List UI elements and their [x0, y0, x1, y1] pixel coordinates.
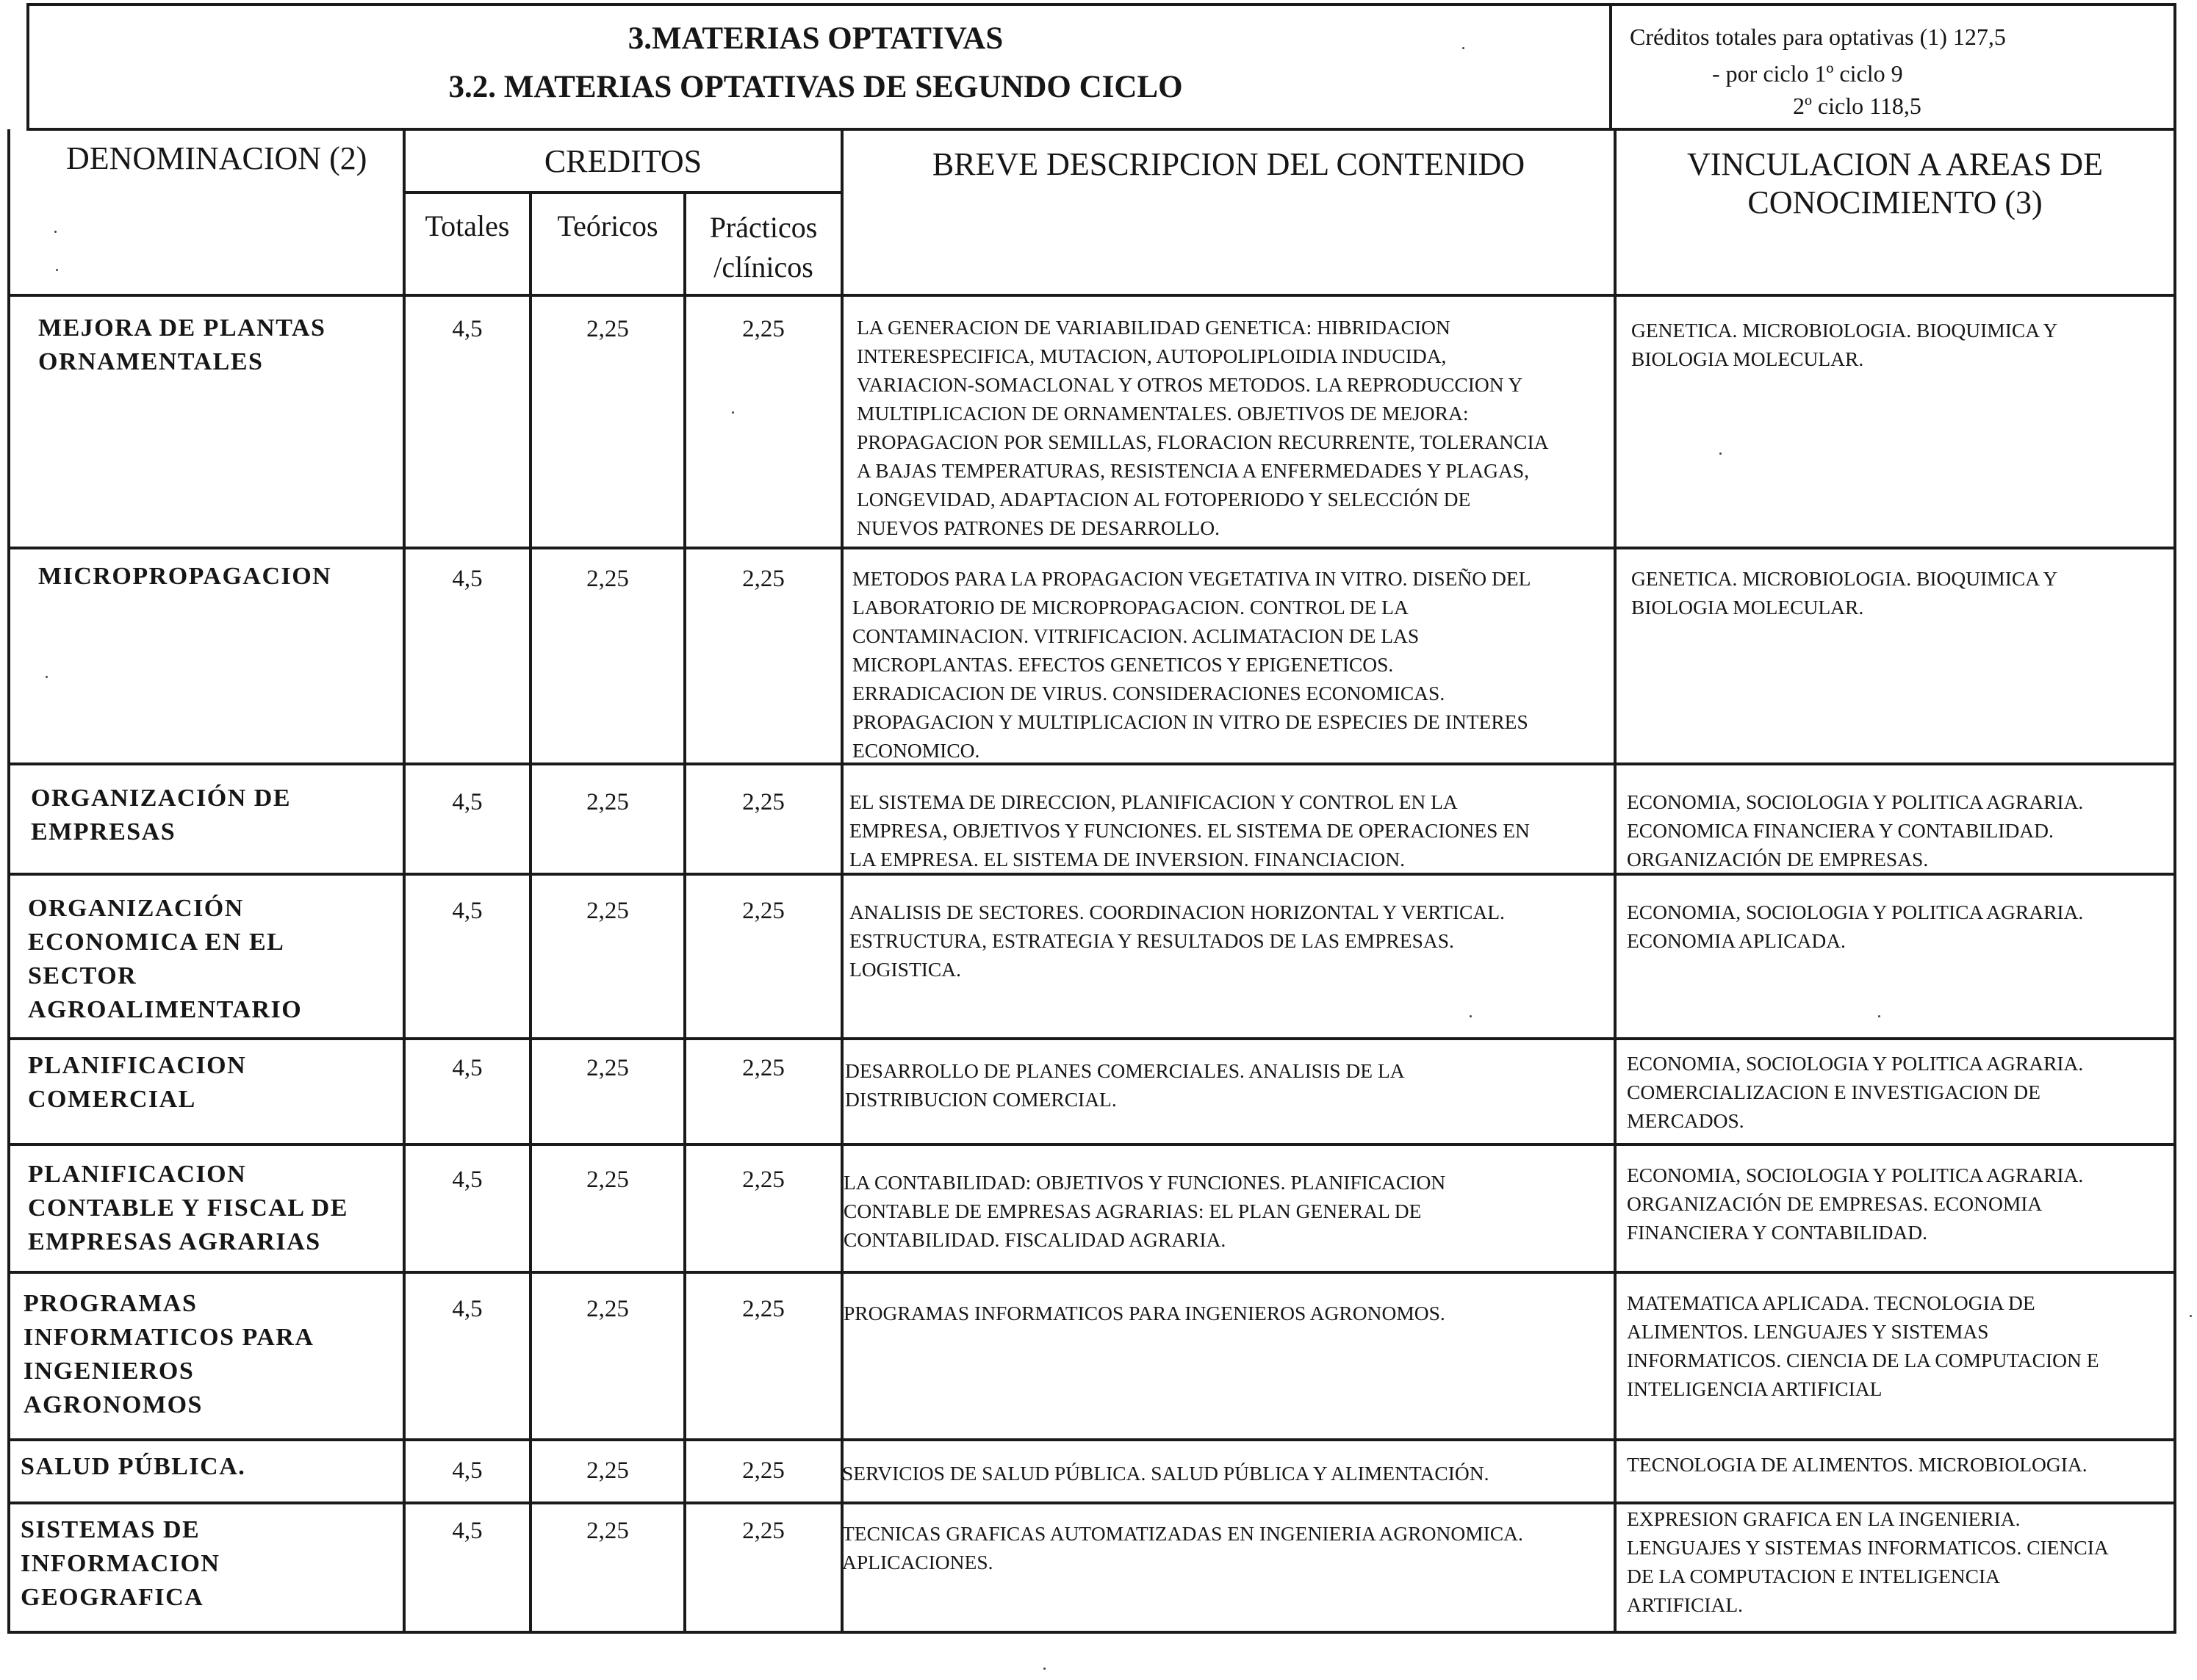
credits-theory: 2,25 [586, 1055, 629, 1081]
frame-title-bottom [26, 128, 2176, 131]
row-separator [7, 1143, 2176, 1146]
credits-theory: 2,25 [586, 1296, 629, 1322]
credits-practice: 2,25 [742, 316, 785, 342]
knowledge-areas: ECONOMIA, SOCIOLOGIA Y POLITICA AGRARIA. ECONOMIA APLICADA. [1627, 901, 2084, 952]
subject-name: ORGANIZACIÓN DE EMPRESAS [31, 785, 292, 846]
credits-practice: 2,25 [742, 789, 785, 815]
table-bottom-line [7, 1631, 2176, 1634]
credits-theory: 2,25 [586, 1167, 629, 1193]
knowledge-areas: ECONOMIA, SOCIOLOGIA Y POLITICA AGRARIA. COMERCIALIZACION E INVESTIGACION DE MERCADOS. [1627, 1052, 2084, 1132]
credits-theory: 2,25 [586, 898, 629, 924]
frame-right [2173, 3, 2176, 297]
denominacion-header: DENOMINACION (2) [66, 140, 367, 176]
credits-theory: 2,25 [586, 316, 629, 342]
scan-speck [1719, 453, 1722, 455]
section-title: 3.MATERIAS OPTATIVAS [628, 21, 1004, 56]
credits-practice: 2,25 [742, 1167, 785, 1193]
credits-total: 4,5 [452, 1167, 483, 1193]
row-separator [7, 1271, 2176, 1274]
frame-top [26, 3, 2176, 6]
content-description: SERVICIOS DE SALUD PÚBLICA. SALUD PÚBLICA Y ALIMENTACIÓN. [842, 1462, 1489, 1485]
teoricos-header: Teóricos [557, 209, 658, 242]
credits-practice: 2,25 [742, 1457, 785, 1484]
creditos-header: CREDITOS [544, 143, 702, 179]
col-right-border [2173, 297, 2176, 1634]
content-description: EL SISTEMA DE DIRECCION, PLANIFICACION Y CONTROL EN LA EMPRESA, OBJETIVOS Y FUNCIONES. EL SISTEMA DE OPERACIONES EN LA EMPRESA. EL SISTEMA DE INVERSION. FINANCIACION. [849, 790, 1530, 870]
subject-name: SALUD PÚBLICA. [21, 1453, 246, 1480]
content-description: ANALISIS DE SECTORES. COORDINACION HORIZONTAL Y VERTICAL. ESTRUCTURA, ESTRATEGIA Y RESULTADOS DE LAS EMPRESAS. LOGISTICA. [849, 901, 1505, 981]
subject-name: ORGANIZACIÓN ECONOMICA EN EL SECTOR AGROALIMENTARIO [28, 895, 303, 1023]
credits-total: 4,5 [452, 789, 483, 815]
content-description: LA CONTABILIDAD: OBJETIVOS Y FUNCIONES. PLANIFICACION CONTABLE DE EMPRESAS AGRARIAS: EL PLAN GENERAL DE CONTABILIDAD. FISCALIDAD AGRARIA. [844, 1171, 1446, 1251]
scan-speck [56, 269, 58, 271]
title-totals-divider [1609, 3, 1612, 129]
scan-speck [1878, 1015, 1880, 1017]
scan-speck [1043, 1668, 1046, 1670]
credits-total: 4,5 [452, 1457, 483, 1484]
subject-name: PLANIFICACION COMERCIAL [28, 1052, 247, 1113]
subject-name: MEJORA DE PLANTAS ORNAMENTALES [38, 314, 326, 375]
credits-practice: 2,25 [742, 1296, 785, 1322]
row-separator [7, 1037, 2176, 1040]
knowledge-areas: EXPRESION GRAFICA EN LA INGENIERIA. LENGUAJES Y SISTEMAS INFORMATICOS. CIENCIA DE LA COMPUTACION E INTELIGENCIA ARTIFICIAL. [1627, 1507, 2109, 1616]
subject-name: PLANIFICACION CONTABLE Y FISCAL DE EMPRESAS AGRARIAS [28, 1161, 348, 1255]
scan-speck [732, 411, 734, 414]
credits-total: 4,5 [452, 1055, 483, 1081]
col-divider-4 [841, 129, 844, 1634]
knowledge-areas: ECONOMIA, SOCIOLOGIA Y POLITICA AGRARIA. ECONOMICA FINANCIERA Y CONTABILIDAD. ORGANIZACIÓN DE EMPRESAS. [1627, 790, 2084, 870]
content-description: DESARROLLO DE PLANES COMERCIALES. ANALISIS DE LA DISTRIBUCION COMERCIAL. [845, 1059, 1405, 1111]
content-description: TECNICAS GRAFICAS AUTOMATIZADAS EN INGENIERIA AGRONOMICA. APLICACIONES. [842, 1522, 1523, 1573]
credits-total: 4,5 [452, 1296, 483, 1322]
knowledge-areas: ECONOMIA, SOCIOLOGIA Y POLITICA AGRARIA. ORGANIZACIÓN DE EMPRESAS. ECONOMIA FINANCIERA Y CONTABILIDAD. [1627, 1164, 2084, 1244]
col-left-border [7, 129, 10, 1634]
credits-total: 4,5 [452, 898, 483, 924]
descripcion-header: BREVE DESCRIPCION DEL CONTENIDO [932, 146, 1525, 182]
scan-speck [1462, 47, 1464, 49]
knowledge-areas: GENETICA. MICROBIOLOGIA. BIOQUIMICA Y BIOLOGIA MOLECULAR. [1631, 567, 2058, 619]
content-description: PROGRAMAS INFORMATICOS PARA INGENIEROS AGRONOMOS. [844, 1302, 1445, 1324]
knowledge-areas: TECNOLOGIA DE ALIMENTOS. MICROBIOLOGIA. [1627, 1453, 2088, 1476]
content-description: LA GENERACION DE VARIABILIDAD GENETICA: HIBRIDACION INTERESPECIFICA, MUTACION, AUTOPOLIPLOIDIA INDUCIDA, VARIACION-SOMACLONAL Y OTROS METODOS. LA REPRODUCCION Y MULTIPLICACION DE ORNAMENTALES. OBJETIVOS DE MEJORA: PROPAGACION POR SEMILLAS, FLORACION RECURRENTE, TOLERANCIA A BAJAS TEMPERATURAS, RESISTENCIA A ENFERMEDADES Y PLAGAS, LONGEVIDAD, ADAPTACION AL FOTOPERIODO Y SELECCIÓN DE NUEVOS PATRONES DE DESARROLLO. [857, 316, 1549, 539]
vinculacion-header-line2: CONOCIMIENTO (3) [1747, 184, 2043, 220]
row-separator [7, 547, 2176, 549]
credits-theory: 2,25 [586, 789, 629, 815]
content-description: METODOS PARA LA PROPAGACION VEGETATIVA IN VITRO. DISEÑO DEL LABORATORIO DE MICROPROPAGACION. CONTROL DE LA CONTAMINACION. VITRIFICACION. ACLIMATACION DE LAS MICROPLANTAS. EFECTOS GENETICOS Y EPIGENETICOS. ERRADICACION DE VIRUS. CONSIDERACIONES ECONOMICAS. PROPAGACION Y MULTIPLICACION IN VITRO DE ESPECIES DE INTERES ECONOMICO. [852, 567, 1531, 762]
scan-speck [54, 231, 57, 233]
credits-practice: 2,25 [742, 1055, 785, 1081]
subject-name: PROGRAMAS INFORMATICOS PARA INGENIEROS AGRONOMOS [24, 1290, 313, 1418]
credits-practice: 2,25 [742, 898, 785, 924]
second-cycle-credits: 2º ciclo 118,5 [1793, 93, 1921, 119]
creditos-split-line [403, 191, 841, 194]
scan-speck [46, 676, 48, 678]
practicos-header: Prácticos [709, 211, 818, 244]
scan-speck [1470, 1015, 1472, 1017]
knowledge-areas: MATEMATICA APLICADA. TECNOLOGIA DE ALIMENTOS. LENGUAJES Y SISTEMAS INFORMATICOS. CIENCIA DE LA COMPUTACION E INTELIGENCIA ARTIFICIAL [1627, 1291, 2099, 1400]
subject-name: MICROPROPAGACION [38, 563, 332, 590]
scan-speck [2190, 1315, 2192, 1317]
credits-theory: 2,25 [586, 566, 629, 592]
knowledge-areas: GENETICA. MICROBIOLOGIA. BIOQUIMICA Y BIOLOGIA MOLECULAR. [1631, 319, 2058, 370]
header-bottom-line [7, 294, 2176, 297]
first-cycle-credits: - por ciclo 1º ciclo 9 [1712, 60, 1903, 87]
credits-practice: 2,25 [742, 566, 785, 592]
totales-header: Totales [425, 209, 510, 242]
credits-theory: 2,25 [586, 1457, 629, 1484]
credits-theory: 2,25 [586, 1518, 629, 1544]
section-subtitle: 3.2. MATERIAS OPTATIVAS DE SEGUNDO CICLO [448, 70, 1183, 104]
vinculacion-header-line1: VINCULACION A AREAS DE [1687, 146, 2103, 182]
clinicos-header: /clínicos [713, 250, 813, 284]
credits-total: 4,5 [452, 316, 483, 342]
total-credits-line: Créditos totales para optativas (1) 127,5 [1630, 24, 2006, 50]
row-separator [7, 1438, 2176, 1441]
credits-total: 4,5 [452, 1518, 483, 1544]
col-divider-5 [1614, 129, 1617, 1634]
credits-practice: 2,25 [742, 1518, 785, 1544]
subject-name: SISTEMAS DE INFORMACION GEOGRAFICA [21, 1516, 220, 1611]
credits-total: 4,5 [452, 566, 483, 592]
